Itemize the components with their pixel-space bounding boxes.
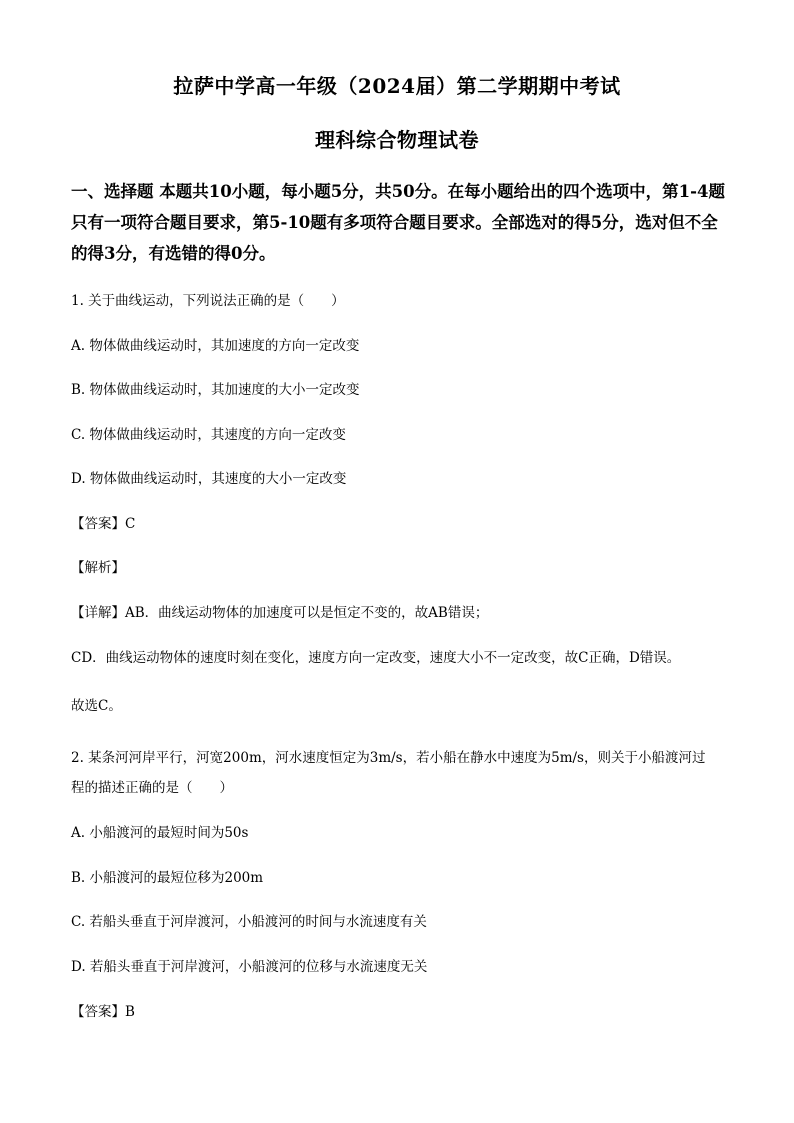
- question-1-stem: 1. 关于曲线运动，下列说法正确的是（ ）: [71, 293, 345, 309]
- question-1-conclusion: 故选C。: [71, 698, 122, 714]
- question-1-option-a: A. 物体做曲线运动时，其加速度的方向一定改变: [71, 338, 360, 354]
- analysis-tag: 【解析】: [71, 560, 125, 576]
- question-1-answer: [71, 512, 135, 532]
- answer-value: C: [125, 516, 136, 532]
- question-1-option-b: B. 物体做曲线运动时，其加速度的大小一定改变: [71, 382, 360, 398]
- detail-text-1: AB．曲线运动物体的加速度可以是恒定不变的，故AB错误；: [125, 605, 489, 621]
- answer-value: B: [125, 1004, 135, 1020]
- answer-tag: 【答案】: [71, 516, 125, 532]
- exam-subtitle: 理科综合物理试卷: [315, 128, 479, 152]
- answer-tag: 【答案】: [71, 1004, 125, 1020]
- question-2-option-a: A. 小船渡河的最短时间为50s: [71, 825, 249, 841]
- question-2-option-d: D. 若船头垂直于河岸渡河，小船渡河的位移与水流速度无关: [71, 959, 428, 975]
- question-1-detail-2: CD．曲线运动物体的速度时刻在变化，速度方向一定改变，速度大小不一定改变，故C正确，D错误。: [71, 650, 681, 666]
- question-1-analysis-tag: [71, 556, 125, 576]
- exam-title: 拉萨中学高一年级（2024届）第二学期期中考试: [173, 74, 621, 98]
- question-1-option-c: C. 物体做曲线运动时，其速度的方向一定改变: [71, 427, 346, 443]
- question-1-detail-1: [71, 601, 488, 621]
- question-1-option-d: D. 物体做曲线运动时，其速度的大小一定改变: [71, 471, 347, 487]
- question-2-answer: [71, 1000, 135, 1020]
- question-2-stem-line-1: 2. 某条河河岸平行，河宽200m，河水速度恒定为3m/s，若小船在静水中速度为5m/s，则关于小船渡河过: [71, 750, 706, 766]
- question-2-option-c: C. 若船头垂直于河岸渡河，小船渡河的时间与水流速度有关: [71, 914, 427, 930]
- question-2-option-b: B. 小船渡河的最短位移为200m: [71, 870, 264, 886]
- section-instructions: 一、选择题 本题共10小题，每小题5分，共50分。在每小题给出的四个选项中，第1-4题只有一项符合题目要求，第5-10题有多项符合题目要求。全部选对的得5分，选对但不全的得3分，有选错的得0分。: [71, 182, 725, 263]
- detail-tag: 【详解】: [71, 605, 125, 621]
- question-2-stem-line-2: 程的描述正确的是（ ）: [71, 780, 233, 796]
